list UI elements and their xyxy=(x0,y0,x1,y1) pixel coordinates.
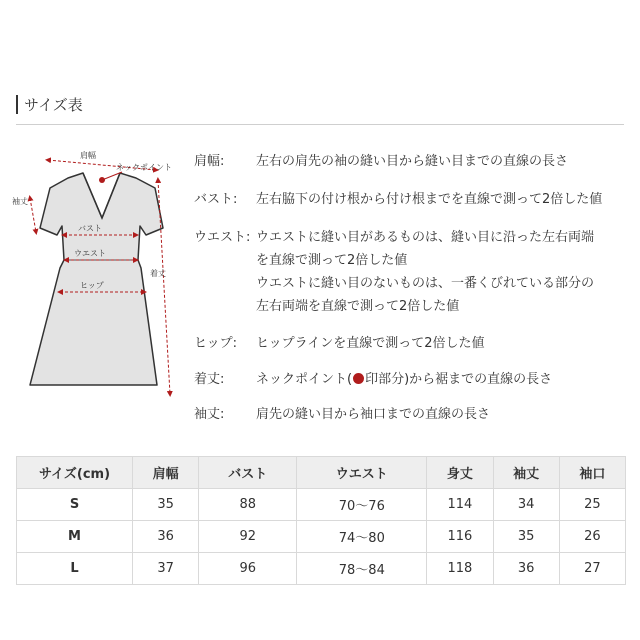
header-waist: ウエスト xyxy=(297,457,427,489)
table-cell: 34 xyxy=(493,489,559,521)
table-cell: 25 xyxy=(559,489,625,521)
table-cell: 35 xyxy=(133,489,199,521)
table-cell: 74～80 xyxy=(297,521,427,553)
table-cell: 36 xyxy=(493,553,559,585)
table-cell: 36 xyxy=(133,521,199,553)
header-body-length: 身丈 xyxy=(427,457,493,489)
header-bust: バスト xyxy=(199,457,297,489)
size-label: M xyxy=(17,521,133,553)
table-cell: 88 xyxy=(199,489,297,521)
table-cell: 27 xyxy=(559,553,625,585)
table-cell: 78～84 xyxy=(297,553,427,585)
desc-term: ウエスト: xyxy=(194,230,251,245)
desc-hip xyxy=(194,332,634,368)
desc-line: ウエストに縫い目のないものは、一番くびれている部分の xyxy=(256,276,595,291)
label-shoulder: 肩幅 xyxy=(80,151,96,160)
header-shoulder: 肩幅 xyxy=(133,457,199,489)
label-neck-point: ネックポイント xyxy=(116,163,172,172)
desc-line: 左右脇下の付け根から付け根までを直線で測って2倍した値 xyxy=(256,192,603,207)
measurement-descriptions xyxy=(194,150,634,433)
red-dot-icon xyxy=(353,373,364,384)
table-cell: 92 xyxy=(199,521,297,553)
desc-line: を直線で測って2倍した値 xyxy=(256,253,408,268)
dress-measurement-diagram xyxy=(0,140,190,410)
table-cell: 35 xyxy=(493,521,559,553)
table-cell: 70～76 xyxy=(297,489,427,521)
desc-bust xyxy=(194,188,634,226)
table-cell: 26 xyxy=(559,521,625,553)
desc-text-before: ネックポイント( xyxy=(256,372,353,387)
size-table xyxy=(16,456,626,585)
dress-diagram-svg xyxy=(0,140,190,410)
title-accent-bar xyxy=(16,95,18,114)
desc-line: ウエストに縫い目があるものは、縫い目に沿った左右両端 xyxy=(256,230,595,245)
desc-term: ヒップ: xyxy=(194,336,237,351)
desc-term: バスト: xyxy=(194,192,238,207)
desc-term: 着丈: xyxy=(194,372,225,387)
desc-shoulder xyxy=(194,150,634,188)
header-size: サイズ(cm) xyxy=(17,457,133,489)
table-cell: 96 xyxy=(199,553,297,585)
page-title: サイズ表 xyxy=(24,96,83,114)
desc-waist xyxy=(194,226,634,332)
label-length: 着丈 xyxy=(150,269,166,278)
size-label: S xyxy=(17,489,133,521)
length-arrow xyxy=(158,180,170,394)
table-cell: 114 xyxy=(427,489,493,521)
label-sleeve: 袖丈 xyxy=(12,197,28,206)
desc-term: 肩幅: xyxy=(194,154,225,169)
header-cuff: 袖口 xyxy=(559,457,625,489)
table-row xyxy=(17,489,626,521)
label-hip: ヒップ xyxy=(80,281,104,290)
size-label: L xyxy=(17,553,133,585)
header-sleeve: 袖丈 xyxy=(493,457,559,489)
label-bust: バスト xyxy=(78,224,102,233)
sleeve-arrow xyxy=(30,198,36,232)
desc-term: 袖丈: xyxy=(194,407,225,422)
table-cell: 118 xyxy=(427,553,493,585)
desc-line: 左右両端を直線で測って2倍した値 xyxy=(256,299,460,314)
desc-sleeve xyxy=(194,403,634,433)
desc-line xyxy=(256,368,634,391)
desc-line: ヒップラインを直線で測って2倍した値 xyxy=(256,336,485,351)
desc-length xyxy=(194,368,634,403)
title-divider xyxy=(16,124,624,125)
label-waist: ウエスト xyxy=(74,249,106,258)
desc-line: 肩先の縫い目から袖口までの直線の長さ xyxy=(256,407,491,422)
table-header-row xyxy=(17,457,626,489)
table-row xyxy=(17,553,626,585)
table-row xyxy=(17,521,626,553)
desc-text-after: 印部分)から裾までの直線の長さ xyxy=(365,372,553,387)
table-cell: 37 xyxy=(133,553,199,585)
table-cell: 116 xyxy=(427,521,493,553)
desc-line: 左右の肩先の袖の縫い目から縫い目までの直線の長さ xyxy=(256,154,569,169)
